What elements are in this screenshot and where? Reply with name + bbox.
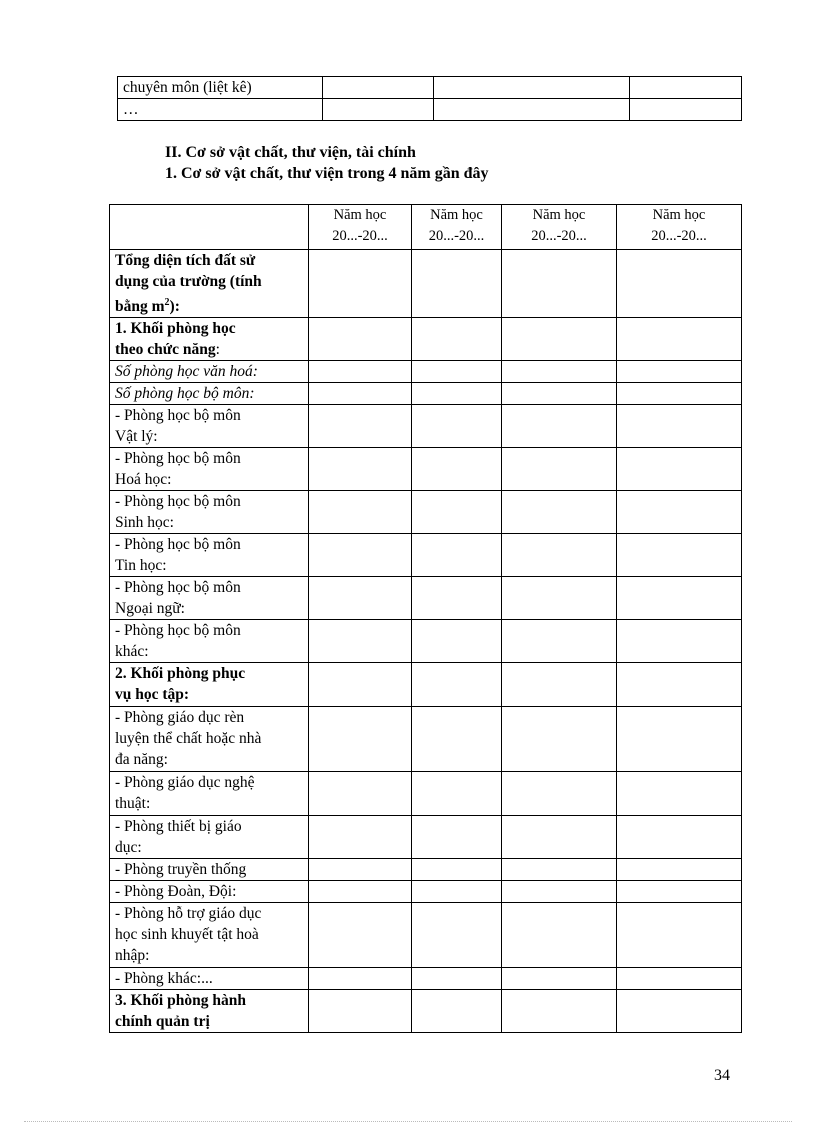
table-row: [110, 250, 742, 318]
table-cell: [502, 707, 617, 772]
table-cell: [309, 620, 412, 663]
row-label: - Phòng học bộ môn Ngoại ngữ:: [110, 577, 309, 620]
table-row: [110, 968, 742, 990]
table-cell: [412, 361, 502, 383]
table-row: [110, 491, 742, 534]
table-cell: [309, 881, 412, 903]
row-label: - Phòng Đoàn, Đội:: [110, 881, 309, 903]
table-cell: [412, 318, 502, 361]
table-cell: [309, 816, 412, 859]
table-cell: [502, 990, 617, 1033]
table-cell: [502, 534, 617, 577]
table-row: [110, 383, 742, 405]
table-cell: [502, 448, 617, 491]
table-cell: [617, 491, 742, 534]
table-cell: …: [118, 99, 323, 121]
table-cell: [502, 318, 617, 361]
table-row: [110, 816, 742, 859]
row-label: - Phòng thiết bị giáo dục:: [110, 816, 309, 859]
table-cell: [617, 577, 742, 620]
table-cell: [110, 205, 309, 250]
table-cell: [412, 577, 502, 620]
table-row: [110, 405, 742, 448]
footer-divider: [24, 1121, 792, 1122]
table-cell: [617, 620, 742, 663]
table-row: [110, 318, 742, 361]
table-cell: [617, 250, 742, 318]
table-cell: [502, 663, 617, 707]
table-row: [110, 707, 742, 772]
table-cell: [617, 318, 742, 361]
table-cell: [630, 99, 742, 121]
section-heading: II. Cơ sở vật chất, thư viện, tài chính: [165, 144, 416, 161]
row-label: Tổng diện tích đất sử dụng của trường (tính bằng $m^2$):: [110, 250, 309, 318]
row-label: 2. Khối phòng phục vụ học tập:: [110, 663, 309, 707]
table-cell: [309, 772, 412, 816]
table-cell: [412, 903, 502, 968]
row-label: - Phòng học bộ môn Vật lý:: [110, 405, 309, 448]
table-cell: [617, 361, 742, 383]
table-cell: [502, 968, 617, 990]
table-cell: [309, 903, 412, 968]
table-cell: [412, 968, 502, 990]
table-cell: [309, 990, 412, 1033]
table-cell: [617, 881, 742, 903]
table-cell: [412, 405, 502, 448]
year-header: Năm học 20...-20...: [502, 205, 617, 250]
year-header: Năm học 20...-20...: [309, 205, 412, 250]
table-cell: [309, 577, 412, 620]
table-cell: [502, 361, 617, 383]
section-subheading: 1. Cơ sở vật chất, thư viện trong 4 năm gần đây: [165, 165, 489, 182]
table-row: [110, 620, 742, 663]
table-cell: [309, 707, 412, 772]
table-cell: [412, 448, 502, 491]
table-cell: [309, 859, 412, 881]
table-cell: [309, 448, 412, 491]
table-cell: [617, 534, 742, 577]
staff-table-continued: [117, 76, 742, 121]
table-row: [118, 99, 742, 121]
row-label: - Phòng hỗ trợ giáo dục học sinh khuyết tật hoà nhập:: [110, 903, 309, 968]
row-label: 3. Khối phòng hành chính quản trị: [110, 990, 309, 1033]
table-cell: chuyên môn (liệt kê): [118, 77, 323, 99]
table-cell: [323, 99, 434, 121]
table-cell: [617, 448, 742, 491]
table-cell: [617, 772, 742, 816]
table-cell: [617, 405, 742, 448]
table-cell: [309, 491, 412, 534]
row-label: - Phòng truyền thống: [110, 859, 309, 881]
row-label: 1. Khối phòng học theo chức năng:: [110, 318, 309, 361]
table-row: [118, 77, 742, 99]
table-cell: [617, 903, 742, 968]
table-cell: [309, 663, 412, 707]
row-label: - Phòng học bộ môn Hoá học:: [110, 448, 309, 491]
table-cell: [412, 250, 502, 318]
page-number: 34: [714, 1067, 730, 1084]
table-cell: [309, 361, 412, 383]
table-cell: [617, 383, 742, 405]
table-cell: [617, 663, 742, 707]
table-cell: [502, 881, 617, 903]
table-cell: [617, 707, 742, 772]
table-row: [110, 772, 742, 816]
table-cell: [617, 968, 742, 990]
year-header: Năm học 20...-20...: [412, 205, 502, 250]
table-cell: [309, 534, 412, 577]
facilities-table: [109, 204, 742, 1033]
table-cell: [412, 491, 502, 534]
table-row: [110, 990, 742, 1033]
row-label: - Phòng giáo dục rèn luyện thể chất hoặc nhà đa năng:: [110, 707, 309, 772]
table-cell: [412, 620, 502, 663]
table-cell: [309, 383, 412, 405]
table-row: [110, 663, 742, 707]
table-cell: [502, 903, 617, 968]
table-cell: [412, 859, 502, 881]
table-cell: [502, 405, 617, 448]
table-cell: [412, 816, 502, 859]
table-cell: [630, 77, 742, 99]
row-label: - Phòng học bộ môn khác:: [110, 620, 309, 663]
table-cell: [309, 405, 412, 448]
table-cell: [502, 620, 617, 663]
row-label: Số phòng học bộ môn:: [110, 383, 309, 405]
table-cell: [434, 99, 630, 121]
table-cell: [412, 707, 502, 772]
table-cell: [309, 968, 412, 990]
table-row: [110, 903, 742, 968]
table-cell: [617, 859, 742, 881]
table-cell: [502, 816, 617, 859]
table-cell: [502, 577, 617, 620]
table-cell: [502, 491, 617, 534]
row-label: - Phòng khác:...: [110, 968, 309, 990]
table-row: [110, 448, 742, 491]
table-row: [110, 881, 742, 903]
row-label: - Phòng học bộ môn Sinh học:: [110, 491, 309, 534]
table-cell: [309, 250, 412, 318]
header-row: [110, 205, 742, 250]
table-cell: [502, 383, 617, 405]
table-cell: [502, 859, 617, 881]
table-cell: [309, 318, 412, 361]
year-header: Năm học 20...-20...: [617, 205, 742, 250]
table-cell: [617, 990, 742, 1033]
table-row: [110, 577, 742, 620]
table-cell: [617, 816, 742, 859]
table-cell: [412, 990, 502, 1033]
table-cell: [412, 383, 502, 405]
table-cell: [412, 663, 502, 707]
row-label: - Phòng học bộ môn Tin học:: [110, 534, 309, 577]
row-label: Số phòng học văn hoá:: [110, 361, 309, 383]
table-row: [110, 859, 742, 881]
table-cell: [412, 534, 502, 577]
table-cell: [434, 77, 630, 99]
table-cell: [323, 77, 434, 99]
row-label: - Phòng giáo dục nghệ thuật:: [110, 772, 309, 816]
table-cell: [502, 772, 617, 816]
table-row: [110, 361, 742, 383]
table-cell: [502, 250, 617, 318]
table-row: [110, 534, 742, 577]
table-cell: [412, 772, 502, 816]
table-cell: [412, 881, 502, 903]
